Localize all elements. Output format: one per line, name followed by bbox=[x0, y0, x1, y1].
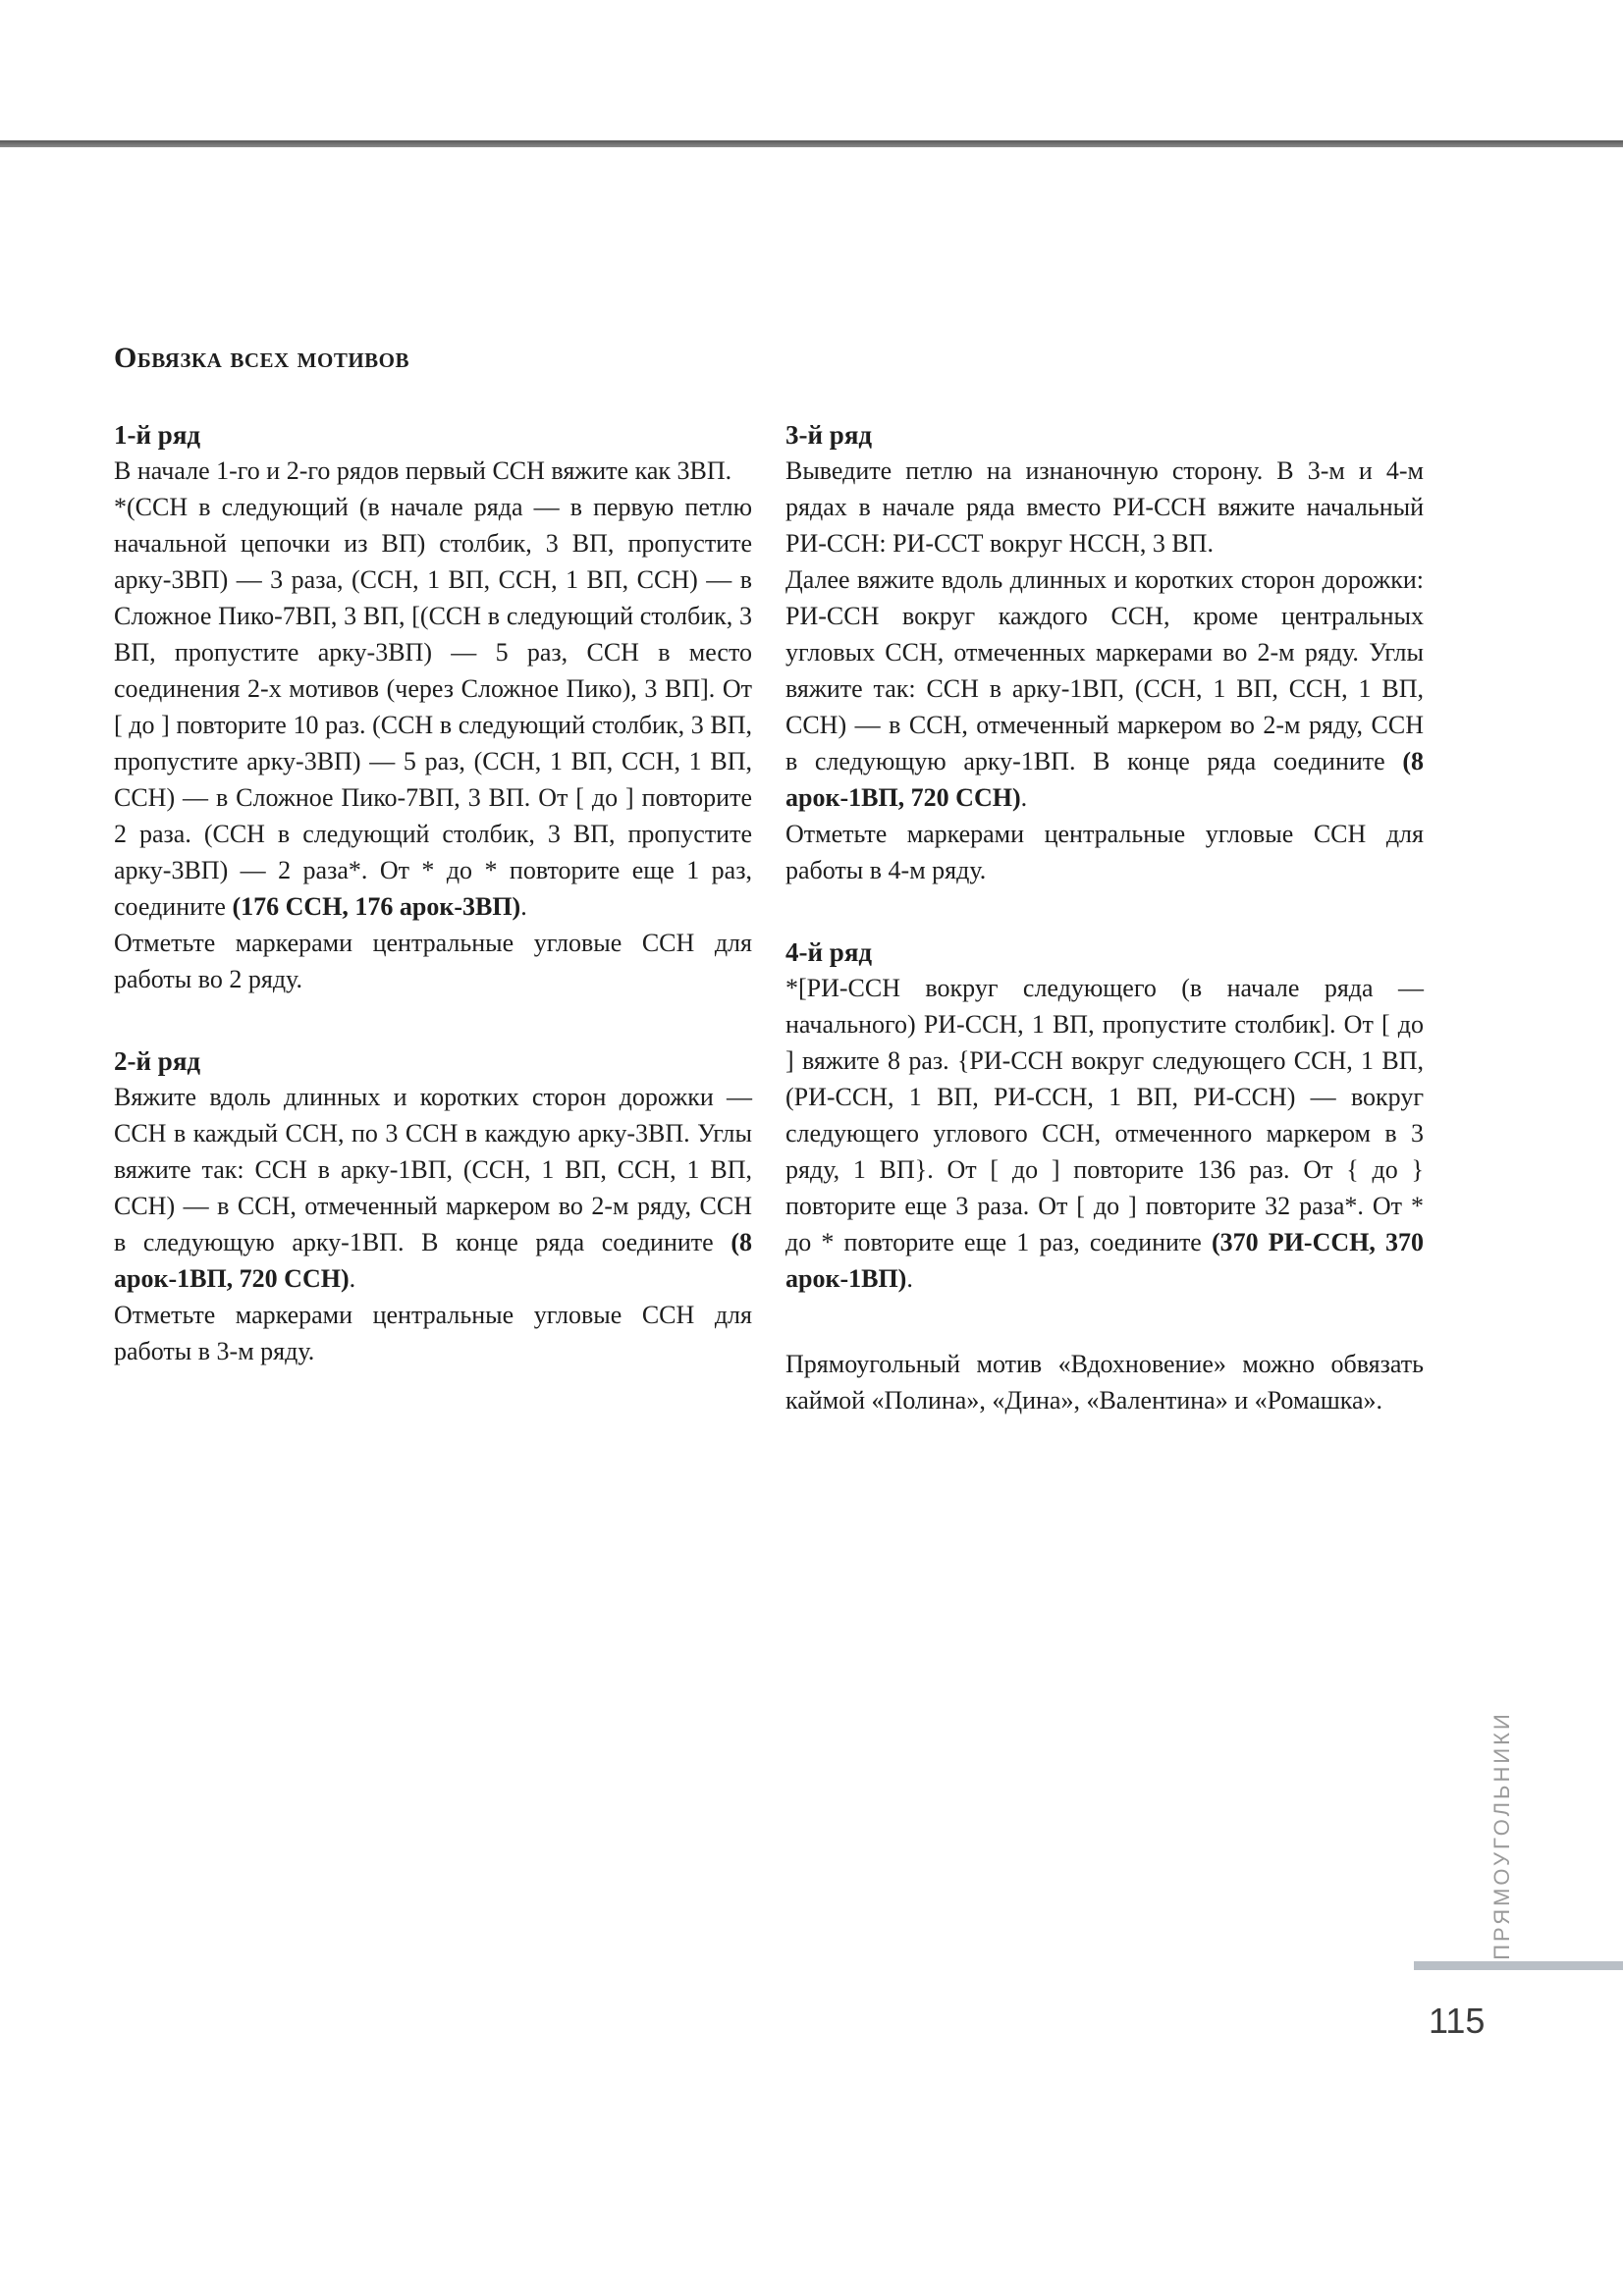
section-title-row-4: 4-й ряд bbox=[785, 937, 873, 967]
row-4-result: (370 РИ-ССН, 370 арок-1ВП) bbox=[785, 1228, 1424, 1293]
page-number: 115 bbox=[1429, 2001, 1486, 2041]
section-title-row-2: 2-й ряд bbox=[114, 1046, 201, 1076]
row-3-marker-note: Отметьте маркерами центральные угловые ССН для работы в 4-м ряду. bbox=[785, 820, 1424, 884]
right-column bbox=[785, 420, 1424, 1418]
top-rule bbox=[0, 140, 1623, 147]
side-rule bbox=[1414, 1961, 1623, 1970]
row-3-instructions-end: . bbox=[1020, 783, 1028, 812]
row-4-instructions-end: . bbox=[906, 1264, 913, 1293]
row-1-marker-note: Отметьте маркерами центральные угловые ССН для работы во 2 ряду. bbox=[114, 929, 752, 993]
chapter-side-label-text: ПРЯМОУГОЛЬНИКИ bbox=[1489, 1711, 1515, 1960]
section-row-2 bbox=[114, 1046, 752, 1369]
row-1-intro: В начале 1-го и 2-го рядов первый ССН вяжите как 3ВП. bbox=[114, 456, 732, 485]
row-1-result: (176 ССН, 176 арок-3ВП) bbox=[232, 892, 521, 921]
section-row-1 bbox=[114, 420, 752, 997]
row-3-instructions-text: Далее вяжите вдоль длинных и коротких сторон дорожки: РИ-ССН вокруг каждого ССН, кроме центральных угловых ССН, отмеченных маркерами во 2-м ряду. Углы вяжите так: ССН в арку-1ВП, (ССН, 1 ВП, ССН, 1 ВП, ССН) — в ССН, отмеченный маркером во 2-м ряду, ССН в следующую арку-1ВП. В конце ряда соедините bbox=[785, 565, 1424, 775]
row-1-instructions bbox=[114, 489, 752, 925]
section-row-3 bbox=[785, 420, 1424, 888]
row-2-instructions-end: . bbox=[349, 1264, 356, 1293]
page-title: Обвязка всех мотивов bbox=[114, 342, 410, 374]
closing-note: Прямоугольный мотив «Вдохновение» можно обвязать каймой «Полина», «Дина», «Валентина» и «Ромашка». bbox=[785, 1350, 1424, 1415]
row-3-instructions bbox=[785, 561, 1424, 816]
row-1-instructions-end: . bbox=[520, 892, 527, 921]
row-3-intro: Выведите петлю на изнаночную сторону. В 3-м и 4-м рядах в начале ряда вместо РИ-ССН вяжите начальный РИ-ССН: РИ-ССТ вокруг НССН, 3 ВП. bbox=[785, 456, 1424, 558]
left-column bbox=[114, 420, 752, 1418]
chapter-side-label bbox=[1473, 1669, 1532, 2002]
section-title-row-1: 1-й ряд bbox=[114, 420, 201, 450]
row-4-instructions-text: *[РИ-ССН вокруг следующего (в начале ряда — начального) РИ-ССН, 1 ВП, пропустите столбик]. От [ до ] вяжите 8 раз. {РИ-ССН вокруг следующего ССН, 1 ВП, (РИ-ССН, 1 ВП, РИ-ССН, 1 ВП, РИ-ССН) — вокруг следующего углового ССН, отмеченного маркером в 3 ряду, 1 ВП}. От [ до ] повторите 136 раз. От { до } повторите еще 3 раза. От [ до ] повторите 32 раза*. От * до * повторите еще 1 раз, соедините bbox=[785, 974, 1424, 1256]
row-2-result: (8 арок-1ВП, 720 ССН) bbox=[114, 1228, 752, 1293]
row-2-instructions bbox=[114, 1079, 752, 1297]
row-3-result: (8 арок-1ВП, 720 ССН) bbox=[785, 747, 1424, 812]
section-title-row-3: 3-й ряд bbox=[785, 420, 873, 450]
row-2-instructions-text: Вяжите вдоль длинных и коротких сторон дорожки — ССН в каждый ССН, по 3 ССН в каждую арку-3ВП. Углы вяжите так: ССН в арку-1ВП, (ССН, 1 ВП, ССН, 1 ВП, ССН) — в ССН, отмеченный маркером во 2-м ряду, ССН в следующую арку-1ВП. В конце ряда соедините bbox=[114, 1083, 752, 1256]
row-2-marker-note: Отметьте маркерами центральные угловые ССН для работы в 3-м ряду. bbox=[114, 1301, 752, 1365]
row-1-instructions-text: *(ССН в следующий (в начале ряда — в первую петлю начальной цепочки из ВП) столбик, 3 ВП, пропустите арку-3ВП) — 3 раза, (ССН, 1 ВП, ССН, 1 ВП, ССН) — в Сложное Пико-7ВП, 3 ВП, [(ССН в следующий столбик, 3 ВП, пропустите арку-3ВП) — 5 раз, ССН в место соединения 2-х мотивов (через Сложное Пико), 3 ВП]. От [ до ] повторите 10 раз. (ССН в следующий столбик, 3 ВП, пропустите арку-3ВП) — 5 раз, (ССН, 1 ВП, ССН, 1 ВП, ССН) — в Сложное Пико-7ВП, 3 ВП. От [ до ] повторите 2 раза. (ССН в следующий столбик, 3 ВП, пропустите арку-3ВП) — 2 раза*. От * до * повторите еще 1 раз, соедините bbox=[114, 493, 752, 921]
row-4-instructions bbox=[785, 970, 1424, 1297]
section-row-4 bbox=[785, 937, 1424, 1297]
